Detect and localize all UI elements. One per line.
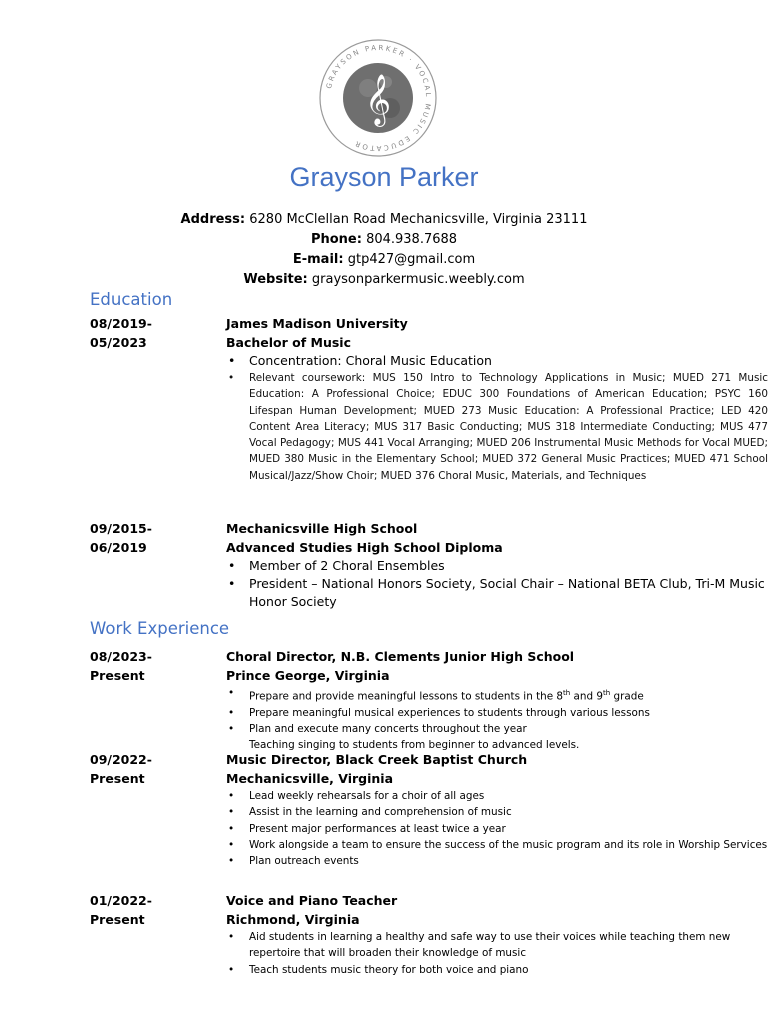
entry-bullets (226, 557, 768, 611)
work-heading: Work Experience (90, 619, 230, 638)
entry-date (90, 647, 210, 685)
date-end: Present (90, 668, 145, 683)
job-bullets (226, 929, 768, 978)
date-end: 05/2023 (90, 335, 147, 350)
bullet-text: and 9 (570, 690, 603, 703)
degree-name: Advanced Studies High School Diploma (226, 540, 503, 555)
address-label: Address: (180, 212, 246, 227)
entry-body (226, 647, 768, 754)
coursework-item: • Relevant coursework: MUS 150 Intro to Technology Applications in Music; MUED 271 Music Education: A Professional Choice; EDUC 300 Foundations of American Education; PSYC 160 Lifespan Human Development; MUED 273 Music Education: A Professional Practice; LED 420 Content Area Literacy; MUS 317 Basic Conducting; MUS 318 Intermediate Conducting; MUS 477 Vocal Pedagogy; MUS 441 Vocal Arranging; MUED 206 Instrumental Music Methods for Vocal MUED; MUED 380 Music in the Elementary School; MUED 372 General Music Practices; MUED 471 School Musical/Jazz/Show Choir; MUED 376 Choral Music, Materials, and Techniques (226, 370, 768, 484)
job-location: Prince George, Virginia (226, 668, 390, 683)
entry-date (90, 891, 210, 929)
ordinal-suffix: th (563, 689, 571, 697)
bullet-continuation: Teaching singing to students from beginner to advanced levels. (249, 739, 580, 752)
date-end: Present (90, 912, 145, 927)
list-item: • Assist in the learning and comprehension of music (226, 804, 768, 820)
entry-body (226, 519, 768, 611)
list-item: • Plan outreach events (226, 853, 768, 869)
school-name: Mechanicsville High School (226, 521, 418, 536)
list-item: • Teach students music theory for both voice and piano (226, 962, 768, 978)
phone-label: Phone: (310, 232, 362, 247)
ordinal-suffix: th (603, 689, 611, 697)
date-start: 09/2015- (90, 521, 152, 536)
list-item: • Work alongside a team to ensure the success of the music program and its role in Worship Services (226, 837, 768, 853)
date-start: 01/2022- (90, 893, 152, 908)
entry-bullets (226, 352, 768, 370)
date-end: Present (90, 771, 145, 786)
list-item: • Aid students in learning a healthy and safe way to use their voices while teaching them new repertoire that will broaden their knowledge of music (226, 929, 768, 962)
date-start: 09/2022- (90, 752, 152, 767)
phone-value: 804.938.7688 (366, 232, 458, 247)
job-location: Mechanicsville, Virginia (226, 771, 394, 786)
education-heading: Education (90, 290, 173, 309)
entry-date (90, 314, 210, 352)
list-item: • Member of 2 Choral Ensembles (226, 557, 768, 575)
treble-clef-icon: 𝄞 (364, 74, 392, 125)
date-end: 06/2019 (90, 540, 147, 555)
date-start: 08/2023- (90, 649, 152, 664)
phone-line (0, 230, 768, 250)
bullet-text: grade (610, 690, 644, 703)
list-item: • Prepare meaningful musical experiences to students through various lessons (226, 705, 768, 721)
email-label: E-mail: (292, 252, 344, 267)
candidate-name: Grayson Parker (289, 162, 479, 192)
website-line (0, 270, 768, 290)
list-item: • Plan and execute many concerts throughout the year (226, 721, 768, 737)
logo (318, 38, 438, 158)
job-title: Choral Director, N.B. Clements Junior High School (226, 649, 575, 664)
website-label: Website: (243, 272, 308, 287)
list-item: • Present major performances at least twice a year (226, 821, 768, 837)
logo-emblem (318, 38, 438, 158)
address-value: 6280 McClellan Road Mechanicsville, Virginia 23111 (249, 212, 588, 227)
website-value[interactable]: graysonparkermusic.weebly.com (311, 272, 525, 287)
email-value[interactable]: gtp427@gmail.com (347, 252, 476, 267)
entry-date (90, 519, 210, 557)
list-item: • Lead weekly rehearsals for a choir of all ages (226, 788, 768, 804)
list-item: • Concentration: Choral Music Education (226, 352, 768, 370)
job-bullets (226, 685, 768, 737)
contact-block (0, 210, 768, 290)
job-title: Voice and Piano Teacher (226, 893, 398, 908)
list-item (226, 685, 768, 705)
logo-ring-text: GRAYSON PARKER · VOCAL MUSIC EDUCATOR (324, 43, 433, 153)
list-item: • President – National Honors Society, Social Chair – National BETA Club, Tri-M Music Honor Society (226, 575, 768, 611)
bullet-text: Prepare and provide meaningful lessons to students in the 8 (249, 690, 564, 703)
job-location: Richmond, Virginia (226, 912, 360, 927)
degree-name: Bachelor of Music (226, 335, 351, 350)
address-line (0, 210, 768, 230)
entry-body (226, 314, 768, 484)
date-start: 08/2019- (90, 316, 152, 331)
school-name: James Madison University (226, 316, 408, 331)
email-line (0, 250, 768, 270)
entry-body (226, 750, 768, 869)
entry-date (90, 750, 210, 788)
job-title: Music Director, Black Creek Baptist Church (226, 752, 528, 767)
entry-body (226, 891, 768, 978)
coursework-list (226, 370, 768, 484)
job-bullets (226, 788, 768, 869)
